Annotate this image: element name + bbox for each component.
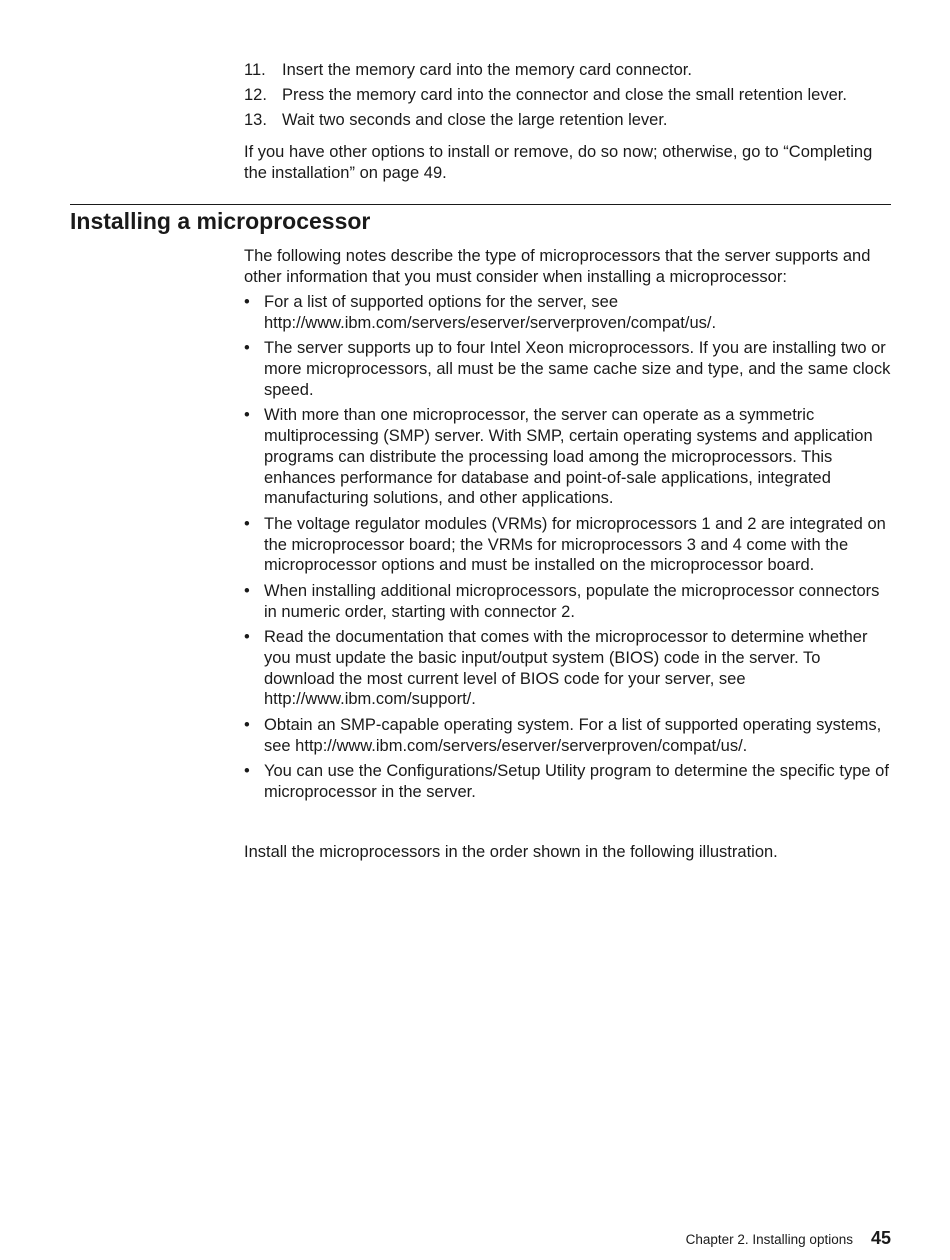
list-item (244, 405, 894, 509)
list-item-text: When installing additional microprocessors, populate the microprocessor connectors in numeric order, starting with connector 2. (264, 581, 880, 621)
step-text: Wait two seconds and close the large retention lever. (282, 111, 668, 129)
bullet-icon: • (244, 715, 250, 734)
bullet-icon: • (244, 581, 250, 600)
section-divider (70, 204, 891, 205)
list-item-text: The voltage regulator modules (VRMs) for microprocessors 1 and 2 are integrated on the microprocessor board; the VRMs for microprocessors 3 and 4 come with the microprocessor options and must be installed on the microprocessor board. (264, 514, 886, 575)
list-item (244, 761, 894, 803)
step-number: 11. (244, 61, 266, 79)
install-order-paragraph: Install the microprocessors in the order shown in the following illustration. (244, 843, 778, 861)
procedure-step (244, 110, 894, 131)
other-options-paragraph: If you have other options to install or remove, do so now; otherwise, go to “Completing the installation” on page 49. (244, 143, 873, 182)
list-item (244, 715, 894, 757)
page-footer (686, 1228, 891, 1249)
step-text: Insert the memory card into the memory card connector. (282, 61, 692, 79)
bullet-icon: • (244, 627, 250, 646)
notes-list (244, 292, 894, 807)
bullet-icon: • (244, 406, 250, 425)
page-number: 45 (870, 1228, 891, 1248)
list-item-text: Read the documentation that comes with the microprocessor to determine whether you must update the basic input/output system (BIOS) code in the server. To download the most current level of BIOS code for your server, see http://www.ibm.com/support/. (264, 627, 868, 709)
procedure-step (244, 60, 894, 81)
list-item-text: You can use the Configurations/Setup Utility program to determine the specific type of microprocessor in the server. (264, 761, 889, 801)
list-item (244, 338, 894, 400)
step-text: Press the memory card into the connector and close the small retention lever. (282, 86, 847, 104)
list-item (244, 292, 894, 334)
list-item (244, 627, 894, 710)
list-item (244, 514, 894, 576)
bullet-icon: • (244, 761, 250, 780)
list-item-text: For a list of supported options for the server, see http://www.ibm.com/servers/eserver/serverproven/compat/us/. (264, 293, 717, 332)
bullet-icon: • (244, 339, 250, 358)
intro-paragraph: The following notes describe the type of microprocessors that the server supports and other information that you must consider when installing a microprocessor: (244, 247, 871, 286)
footer-chapter-title: Chapter 2. Installing options (685, 1232, 853, 1247)
section-heading: Installing a microprocessor (70, 208, 371, 234)
list-item-text: Obtain an SMP-capable operating system. For a list of supported operating systems, see http://www.ibm.com/servers/eserver/serverproven/compat/us/. (264, 715, 882, 755)
step-number: 12. (244, 86, 267, 104)
procedure-steps (244, 60, 894, 135)
bullet-icon: • (244, 293, 250, 311)
step-number: 13. (244, 111, 267, 129)
list-item (244, 581, 894, 623)
bullet-icon: • (244, 514, 250, 533)
list-item-text: With more than one microprocessor, the server can operate as a symmetric multiprocessing (SMP) server. With SMP, certain operating systems and application programs can distribute the processing load among the microprocessors. This enhances performance for database and point-of-sale applications, integrated manufacturing solutions, and other applications. (264, 406, 873, 508)
list-item-text: The server supports up to four Intel Xeon microprocessors. If you are installing two or more microprocessors, all must be the same cache size and type, and the same clock speed. (264, 339, 891, 399)
procedure-step (244, 85, 894, 106)
